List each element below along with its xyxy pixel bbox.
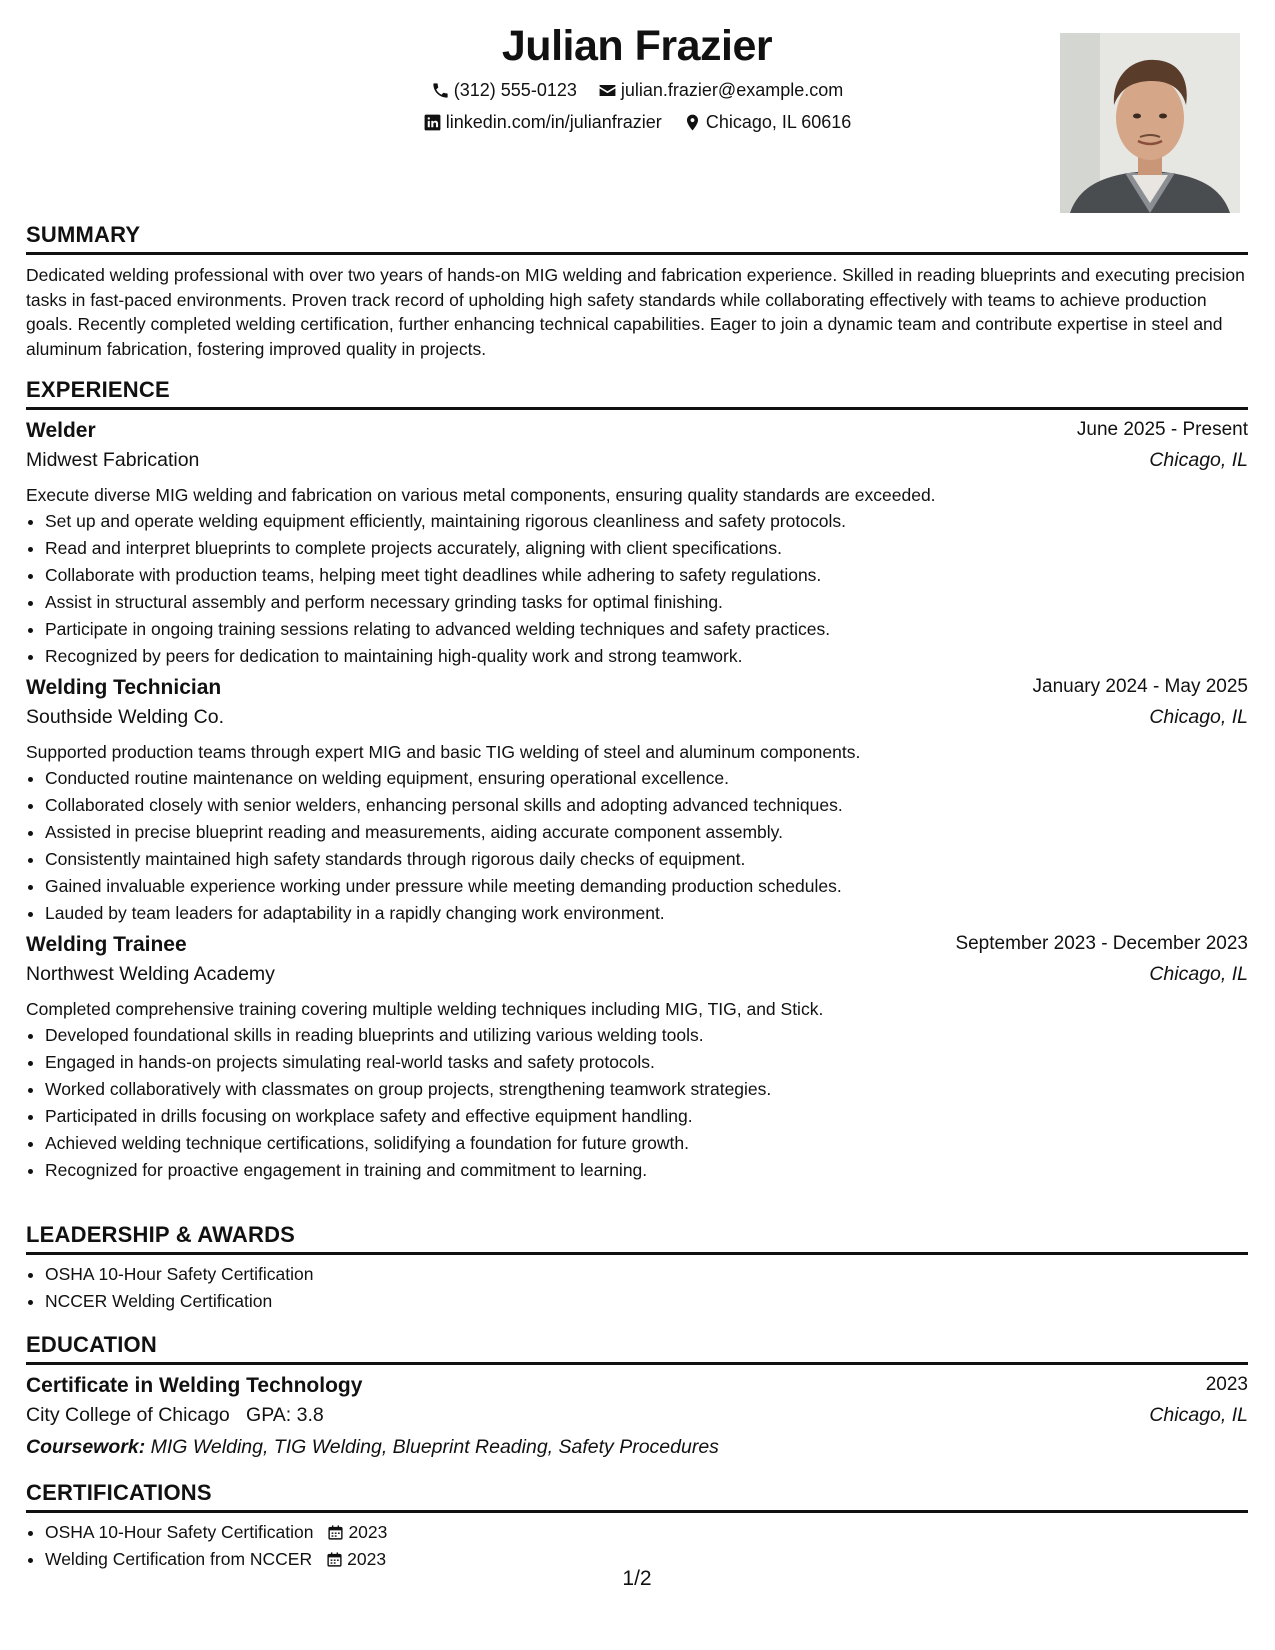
school-name bbox=[26, 1404, 324, 1427]
list-item: • OSHA 10-Hour Safety Certification bbox=[45, 1261, 1248, 1288]
job-title: Welder bbox=[26, 419, 96, 442]
certification-year: 2023 bbox=[348, 1522, 388, 1542]
certifications-section bbox=[26, 1480, 1248, 1573]
map-pin-icon bbox=[683, 113, 702, 132]
candidate-name: Julian Frazier bbox=[501, 22, 773, 70]
envelope-icon bbox=[598, 81, 617, 100]
list-item: • Collaborated closely with senior welders, enhancing personal skills and adopting advanced techniques. bbox=[45, 792, 1248, 819]
job-company: Midwest Fabrication bbox=[26, 449, 200, 471]
job-dates: January 2024 - May 2025 bbox=[1032, 676, 1248, 697]
summary-text: Dedicated welding professional with over two years of hands-on MIG welding and fabrication experience. Skilled in reading blueprints and executing precision tasks in fast-paced environments. Proven track record of upholding high safety standards while collaborating effectively with teams to achieve production goals. Recently completed welding certification, further enhancing technical capabilities. Eager to join a dynamic team and contribute expertise in steel and aluminum fabrication, fostering improved quality in projects. bbox=[26, 265, 1245, 359]
list-item: • Participate in ongoing training sessions relating to advanced welding techniques and safety practices. bbox=[45, 616, 1248, 643]
linkedin-icon bbox=[423, 113, 442, 132]
list-item: • Conducted routine maintenance on welding equipment, ensuring operational excellence. bbox=[45, 765, 1248, 792]
job-bullets bbox=[26, 765, 1248, 927]
coursework-label: Coursework: bbox=[26, 1436, 146, 1458]
summary-heading: SUMMARY bbox=[26, 222, 1248, 255]
leadership-list bbox=[26, 1261, 1248, 1315]
list-item: • Assisted in precise blueprint reading and measurements, aiding accurate component assembly. bbox=[45, 819, 1248, 846]
leadership-section bbox=[26, 1222, 1248, 1315]
phone-icon bbox=[431, 81, 450, 100]
certifications-list bbox=[26, 1519, 1248, 1573]
list-item: • Gained invaluable experience working under pressure while meeting demanding production schedules. bbox=[45, 873, 1248, 900]
gpa-text: GPA: 3.8 bbox=[246, 1404, 324, 1426]
job-company: Northwest Welding Academy bbox=[26, 963, 275, 985]
job-entry bbox=[26, 933, 1248, 1184]
job-title: Welding Trainee bbox=[26, 933, 187, 956]
page-number: 1/2 bbox=[622, 1567, 652, 1590]
list-item bbox=[45, 1519, 1248, 1546]
list-item: • Collaborate with production teams, helping meet tight deadlines while adhering to safety regulations. bbox=[45, 562, 1248, 589]
job-title: Welding Technician bbox=[26, 676, 222, 699]
linkedin-contact[interactable] bbox=[423, 112, 662, 133]
certifications-heading: CERTIFICATIONS bbox=[26, 1480, 1248, 1513]
graduation-year: 2023 bbox=[1205, 1374, 1248, 1395]
email-text[interactable]: julian.frazier@example.com bbox=[620, 80, 844, 100]
certification-name: • Welding Certification from NCCER bbox=[45, 1549, 313, 1569]
phone-text: (312) 555-0123 bbox=[453, 80, 577, 100]
list-item: • Read and interpret blueprints to complete projects accurately, aligning with client specifications. bbox=[45, 535, 1248, 562]
profile-photo bbox=[1060, 33, 1240, 213]
summary-section bbox=[26, 222, 1248, 361]
coursework-text: MIG Welding, TIG Welding, Blueprint Reading, Safety Procedures bbox=[150, 1436, 719, 1458]
linkedin-text[interactable]: linkedin.com/in/julianfrazier bbox=[445, 112, 662, 132]
certification-year: 2023 bbox=[347, 1549, 387, 1569]
calendar-icon bbox=[326, 1551, 343, 1568]
job-location: Chicago, IL bbox=[1149, 963, 1248, 985]
resume-page bbox=[26, 0, 1248, 1650]
list-item: • Engaged in hands-on projects simulating real-world tasks and safety protocols. bbox=[45, 1049, 1248, 1076]
list-item: • Assist in structural assembly and perform necessary grinding tasks for optimal finishing. bbox=[45, 589, 1248, 616]
job-entry bbox=[26, 676, 1248, 927]
list-item: • Developed foundational skills in reading blueprints and utilizing various welding tools. bbox=[45, 1022, 1248, 1049]
job-description: Execute diverse MIG welding and fabrication on various metal components, ensuring quality standards are exceeded. bbox=[26, 485, 936, 505]
email-contact[interactable] bbox=[598, 80, 843, 101]
list-item: • Recognized for proactive engagement in training and commitment to learning. bbox=[45, 1157, 1248, 1184]
list-item: • Achieved welding technique certifications, solidifying a foundation for future growth. bbox=[45, 1130, 1248, 1157]
job-dates: September 2023 - December 2023 bbox=[955, 933, 1248, 954]
list-item: • Participated in drills focusing on workplace safety and effective equipment handling. bbox=[45, 1103, 1248, 1130]
location-text: Chicago, IL 60616 bbox=[705, 112, 852, 132]
phone-contact bbox=[431, 80, 577, 101]
coursework-line bbox=[26, 1436, 1248, 1459]
list-item: • Consistently maintained high safety standards through rigorous daily checks of equipment. bbox=[45, 846, 1248, 873]
school-text: City College of Chicago bbox=[26, 1404, 230, 1426]
degree-title: Certificate in Welding Technology bbox=[26, 1374, 363, 1397]
job-location: Chicago, IL bbox=[1149, 449, 1248, 471]
job-bullets bbox=[26, 1022, 1248, 1184]
job-bullets bbox=[26, 508, 1248, 670]
experience-section bbox=[26, 377, 1248, 1184]
job-description: Supported production teams through expert MIG and basic TIG welding of steel and aluminum components. bbox=[26, 742, 861, 762]
list-item: • NCCER Welding Certification bbox=[45, 1288, 1248, 1315]
list-item: • Set up and operate welding equipment efficiently, maintaining rigorous cleanliness and safety protocols. bbox=[45, 508, 1248, 535]
leadership-heading: LEADERSHIP & AWARDS bbox=[26, 1222, 1248, 1255]
job-dates: June 2025 - Present bbox=[1076, 419, 1248, 440]
list-item: • Worked collaboratively with classmates on group projects, strengthening teamwork strategies. bbox=[45, 1076, 1248, 1103]
resume-header bbox=[26, 0, 1248, 200]
calendar-icon bbox=[327, 1524, 344, 1541]
list-item: • Recognized by peers for dedication to maintaining high-quality work and strong teamwork. bbox=[45, 643, 1248, 670]
job-company: Southside Welding Co. bbox=[26, 706, 225, 728]
education-section bbox=[26, 1332, 1248, 1459]
education-heading: EDUCATION bbox=[26, 1332, 1248, 1365]
certification-name: • OSHA 10-Hour Safety Certification bbox=[45, 1522, 314, 1542]
school-location: Chicago, IL bbox=[1149, 1404, 1248, 1426]
job-description: Completed comprehensive training covering multiple welding techniques including MIG, TIG, and Stick. bbox=[26, 999, 824, 1019]
location-contact bbox=[683, 112, 851, 133]
job-location: Chicago, IL bbox=[1149, 706, 1248, 728]
list-item: • Lauded by team leaders for adaptability in a rapidly changing work environment. bbox=[45, 900, 1248, 927]
job-entry bbox=[26, 419, 1248, 670]
experience-heading: EXPERIENCE bbox=[26, 377, 1248, 410]
